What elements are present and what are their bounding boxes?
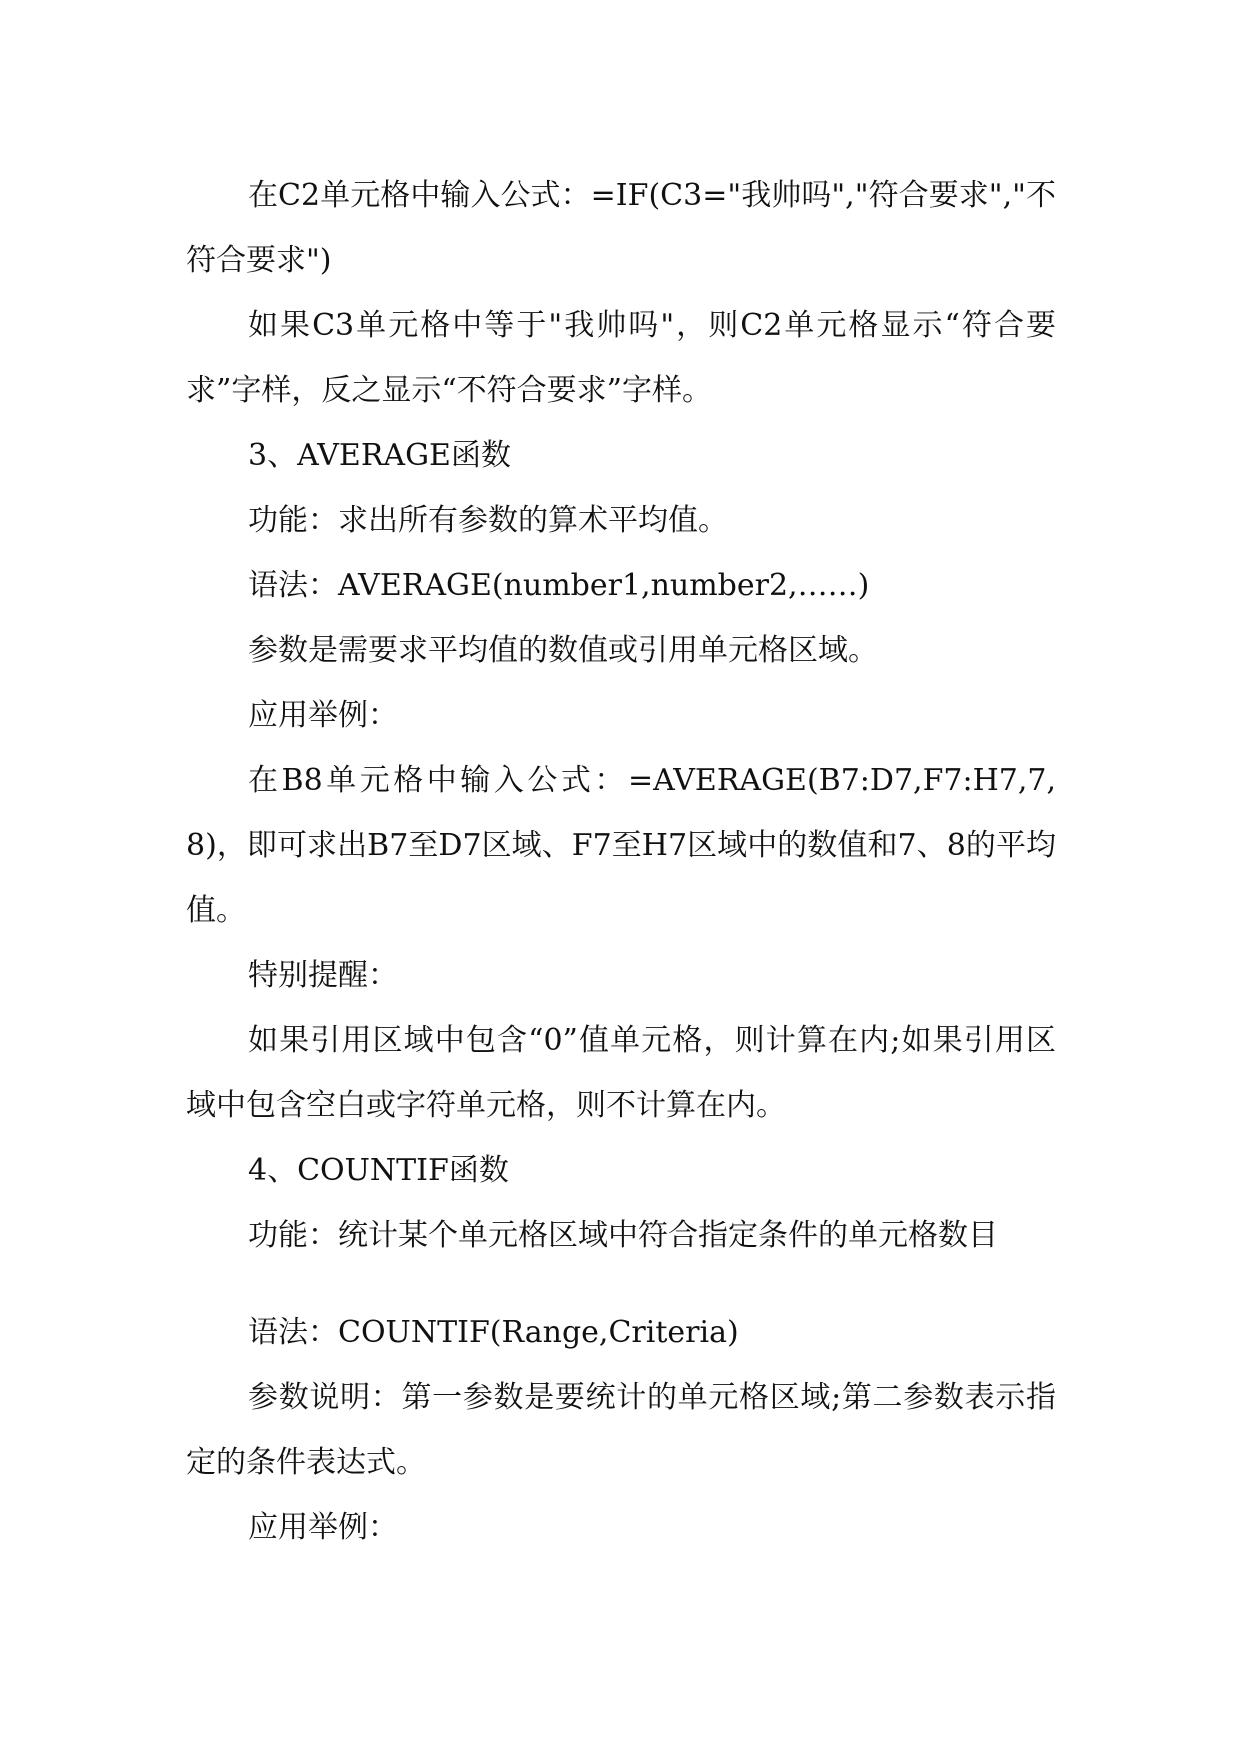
- paragraph-average-function-desc: 功能：求出所有参数的算术平均值。: [248, 503, 728, 538]
- paragraph-average-syntax: 语法：AVERAGE(number1,number2,……): [248, 568, 870, 603]
- heading-average-function: 3、AVERAGE函数: [248, 438, 511, 473]
- paragraph-average-note: 如果引用区域中包含“0”值单元格，则计算在内;如果引用区域中包含空白或字符单元格，则不计算在内。: [186, 1023, 1056, 1123]
- paragraph-countif-example-label: 应用举例：: [248, 1510, 398, 1545]
- paragraph-average-params: 参数是需要求平均值的数值或引用单元格区域。: [248, 633, 878, 668]
- document-body: [186, 163, 1056, 1560]
- paragraph-if-formula: 在C2单元格中输入公式：=IF(C3="我帅吗","符合要求","不符合要求"): [186, 178, 1056, 278]
- paragraph-average-example-label: 应用举例：: [248, 698, 398, 733]
- paragraph-if-explanation: 如果C3单元格中等于"我帅吗"，则C2单元格显示“符合要求”字样，反之显示“不符合要求”字样。: [186, 308, 1056, 408]
- paragraph-average-note-label: 特别提醒：: [248, 958, 398, 993]
- paragraph-countif-function-desc: 功能：统计某个单元格区域中符合指定条件的单元格数目: [248, 1218, 998, 1253]
- paragraph-countif-params: 参数说明：第一参数是要统计的单元格区域;第二参数表示指定的条件表达式。: [186, 1380, 1056, 1480]
- paragraph-countif-syntax: 语法：COUNTIF(Range,Criteria): [248, 1315, 739, 1350]
- paragraph-average-example: 在B8单元格中输入公式：=AVERAGE(B7:D7,F7:H7,7,8)，即可求出B7至D7区域、F7至H7区域中的数值和7、8的平均值。: [186, 763, 1056, 928]
- heading-countif-function: 4、COUNTIF函数: [248, 1153, 509, 1188]
